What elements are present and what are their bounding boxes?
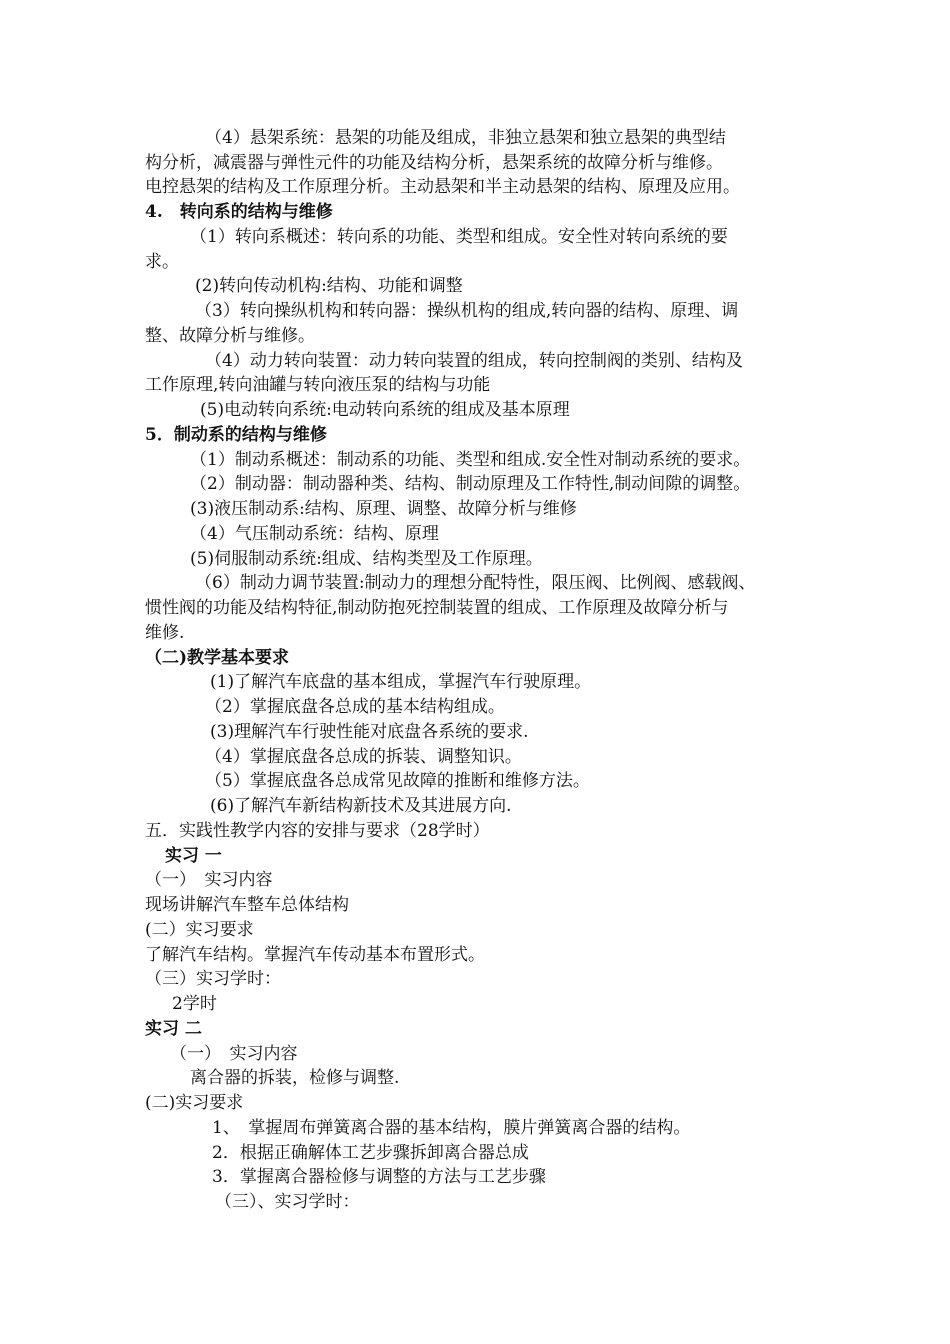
text-line: （三）、实习学时： <box>215 1192 360 1212</box>
text-line: 2学时 <box>172 994 217 1014</box>
text-line: 1、 掌握周布弹簧离合器的基本结构，膜片弹簧离合器的结构。 <box>212 1118 691 1138</box>
section-heading: 实习 一 <box>165 846 222 866</box>
text-line: 现场讲解汽车整车总体结构 <box>145 895 349 915</box>
text-line: 构分析，减震器与弹性元件的功能及结构分析，悬架系统的故障分析与维修。 <box>145 153 723 173</box>
text-line: （一） 实习内容 <box>145 870 273 890</box>
text-line: （1）制动系概述：制动系的功能、类型和组成.安全性对制动系统的要求。 <box>190 450 751 470</box>
text-line: 五．实践性教学内容的安排与要求（28学时） <box>145 821 490 841</box>
text-line: （4）掌握底盘各总成的拆装、调整知识。 <box>205 747 522 767</box>
text-line: （2）制动器：制动器种类、结构、制动原理及工作特性,制动间隙的调整。 <box>190 474 751 494</box>
text-line: (3)理解汽车行驶性能对底盘各系统的要求. <box>210 722 529 742</box>
text-line: （6）制动力调节装置:制动力的理想分配特性，限压阀、比例阀、感载阀、 <box>195 573 756 593</box>
text-line: 离合器的拆装，检修与调整. <box>190 1068 400 1088</box>
text-line: （4）气压制动系统：结构、原理 <box>190 524 439 544</box>
text-line: (二)实习要求 <box>145 1093 244 1113</box>
text-line: 惯性阀的功能及结构特征,制动防抱死控制装置的组成、工作原理及故障分析与 <box>145 598 729 618</box>
text-line: 2．根据正确解体工艺步骤拆卸离合器总成 <box>212 1143 529 1163</box>
text-line: (5)电动转向系统:电动转向系统的组成及基本原理 <box>200 400 570 420</box>
text-line: (1)了解汽车底盘的基本组成，掌握汽车行驶原理。 <box>210 672 592 692</box>
text-line: 整、故障分析与维修。 <box>145 326 315 346</box>
section-heading: （二)教学基本要求 <box>145 648 290 668</box>
text-line: （一） 实习内容 <box>170 1044 298 1064</box>
text-line: (5)伺服制动系统:组成、结构类型及工作原理。 <box>190 549 543 569</box>
text-line: 3．掌握离合器检修与调整的方法与工艺步骤 <box>212 1167 546 1187</box>
text-line: （3）转向操纵机构和转向器：操纵机构的组成,转向器的结构、原理、调 <box>195 301 739 321</box>
text-line: （4）悬架系统：悬架的功能及组成，非独立悬架和独立悬架的典型结 <box>205 128 726 148</box>
text-line: (二）实习要求 <box>145 920 254 940</box>
text-line: 求。 <box>145 252 179 272</box>
section-heading: 5．制动系的结构与维修 <box>145 425 327 445</box>
text-line: （1）转向系概述：转向系的功能、类型和组成。安全性对转向系统的要 <box>190 227 728 247</box>
text-line: (2)转向传动机构:结构、功能和调整 <box>195 276 463 296</box>
section-heading: 实习 二 <box>145 1019 202 1039</box>
text-line: 工作原理,转向油罐与转向液压泵的结构与功能 <box>145 375 491 395</box>
text-line: （2）掌握底盘各总成的基本结构组成。 <box>205 697 505 717</box>
text-line: 了解汽车结构。掌握汽车传动基本布置形式。 <box>145 945 485 965</box>
text-line: 维修. <box>145 623 185 643</box>
text-line: (6)了解汽车新结构新技术及其进展方向. <box>210 796 512 816</box>
section-heading: 4. 转向系的结构与维修 <box>145 202 333 222</box>
text-line: (3)液压制动系:结构、原理、调整、故障分析与维修 <box>190 499 577 519</box>
text-line: （5）掌握底盘各总成常见故障的推断和维修方法。 <box>205 771 590 791</box>
text-line: （4）动力转向装置：动力转向装置的组成，转向控制阀的类别、结构及 <box>205 351 743 371</box>
text-line: （三）实习学时： <box>145 969 281 989</box>
text-line: 电控悬架的结构及工作原理分析。主动悬架和半主动悬架的结构、原理及应用。 <box>145 177 740 197</box>
